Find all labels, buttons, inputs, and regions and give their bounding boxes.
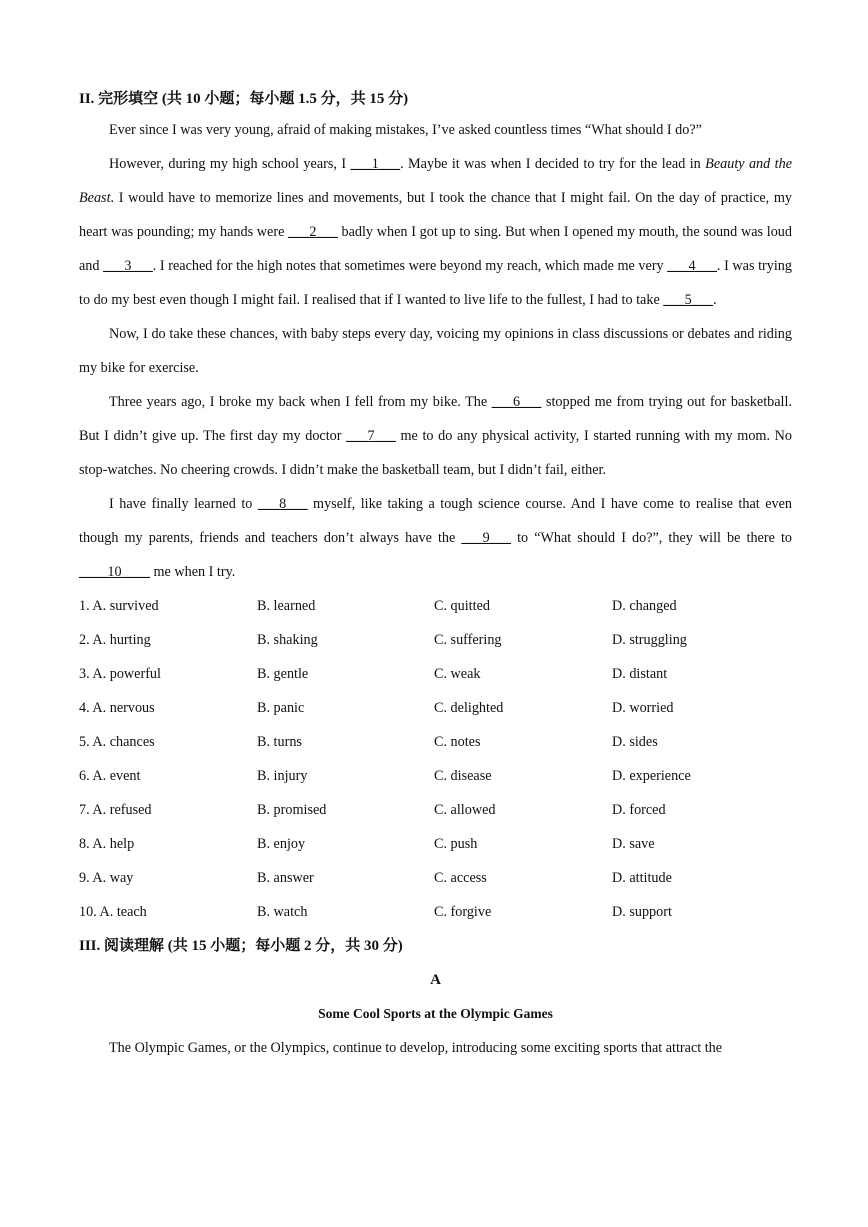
text: . I would have to memorize lines and movements, but I took the chance that I might fail. On the day of practice, my heart was pounding; my hands were [79,190,792,240]
option-b: B. panic [257,700,305,716]
text: . I reached for the high notes that sometimes were beyond my reach, which made me very [152,258,668,274]
blank-6: ___6___ [491,394,542,410]
text: stopped me from trying out for basketball. But I didn’t give up. The first day my doctor [79,394,792,444]
option-c: C. access [434,870,487,886]
option-b: B. learned [257,598,316,614]
option-d: D. support [612,904,672,920]
option-b: B. promised [257,802,327,818]
option-c: C. forgive [434,904,492,920]
option-row [79,623,792,657]
option-a: 1. A. survived [79,598,159,614]
text: me when I try. [149,564,236,580]
passage-label: A [430,972,441,988]
option-b: B. answer [257,870,314,886]
option-d: D. struggling [612,632,687,648]
option-a: 10. A. teach [79,904,147,920]
blank-7: ___7___ [346,428,396,444]
option-row [79,691,792,725]
option-d: D. changed [612,598,677,614]
option-c: C. weak [434,666,481,682]
option-a: 3. A. powerful [79,666,161,682]
passage-title: Some Cool Sports at the Olympic Games [318,1006,553,1021]
option-a: 9. A. way [79,870,134,886]
option-a: 6. A. event [79,768,141,784]
cloze-paragraph-1: Ever since I was very young, afraid of making mistakes, I’ve asked countless times “What should I do?” [109,122,702,138]
option-row [79,827,792,861]
option-a: 2. A. hurting [79,632,151,648]
section-2-heading: II. 完形填空 (共 10 小题；每小题 1.5 分，共 15 分) [79,91,409,107]
option-a: 5. A. chances [79,734,155,750]
option-d: D. attitude [612,870,672,886]
option-d: D. distant [612,666,668,682]
option-row [79,657,792,691]
option-b: B. shaking [257,632,318,648]
blank-2: ___2___ [288,224,338,240]
cloze-paragraph-4 [79,385,792,487]
option-c: C. quitted [434,598,490,614]
option-c: C. suffering [434,632,502,648]
option-d: D. sides [612,734,658,750]
option-row [79,861,792,895]
text: . I was trying to do my best even though I might fail. I realised that if I wanted to live life to the fullest, I had to take [79,258,792,308]
passage-paragraph-1: The Olympic Games, or the Olympics, continue to develop, introducing some exciting sports that attract the [109,1040,723,1056]
option-d: D. experience [612,768,691,784]
option-d: D. forced [612,802,666,818]
option-c: C. notes [434,734,481,750]
option-b: B. injury [257,768,308,784]
option-row [79,725,792,759]
option-b: B. watch [257,904,308,920]
blank-9: ___9___ [461,530,512,546]
option-c: C. allowed [434,802,496,818]
text: . [712,292,717,308]
option-c: C. disease [434,768,492,784]
option-a: 8. A. help [79,836,135,852]
blank-8: ___8___ [257,496,308,512]
option-b: B. gentle [257,666,309,682]
section-3-heading: III. 阅读理解 (共 15 小题；每小题 2 分，共 30 分) [79,938,403,954]
blank-5: ___5___ [663,292,713,308]
text: badly when I got up to sing. But when I opened my mouth, the sound was loud and [79,224,792,274]
cloze-paragraph-5 [79,487,792,589]
text: . Maybe it was when I decided to try for the lead in [400,156,706,172]
blank-3: ___3___ [103,258,153,274]
option-d: D. save [612,836,655,852]
blank-1: ___1___ [350,156,401,172]
option-row [79,759,792,793]
text: Three years ago, I broke my back when I fell from my bike. The [109,394,492,410]
option-b: B. enjoy [257,836,306,852]
text: myself, like taking a tough science course. And I have come to realise that even though my parents, friends and teachers don’t always have the [79,496,792,546]
blank-4: ___4___ [667,258,717,274]
option-a: 7. A. refused [79,802,152,818]
option-row [79,793,792,827]
text: However, during my high school years, I [109,156,351,172]
options-list [79,589,792,929]
play-title: Beauty and the Beast [79,156,792,206]
text: I have finally learned to [109,496,258,512]
option-b: B. turns [257,734,302,750]
option-a: 4. A. nervous [79,700,155,716]
option-c: C. push [434,836,478,852]
option-d: D. worried [612,700,674,716]
cloze-paragraph-3: Now, I do take these chances, with baby steps every day, voicing my opinions in class discussions or debates and riding my bike for exercise. [79,326,792,376]
text: to “What should I do?”, they will be there to [511,530,792,546]
text: me to do any physical activity, I started running with my mom. No stop-watches. No cheering crowds. I didn’t make the basketball team, but I didn’t fail, either. [79,428,792,478]
option-row [79,589,792,623]
blank-10: ____10____ [79,564,150,580]
option-row [79,895,792,929]
exam-page [79,85,792,1065]
option-c: C. delighted [434,700,504,716]
cloze-paragraph-2 [79,147,792,317]
